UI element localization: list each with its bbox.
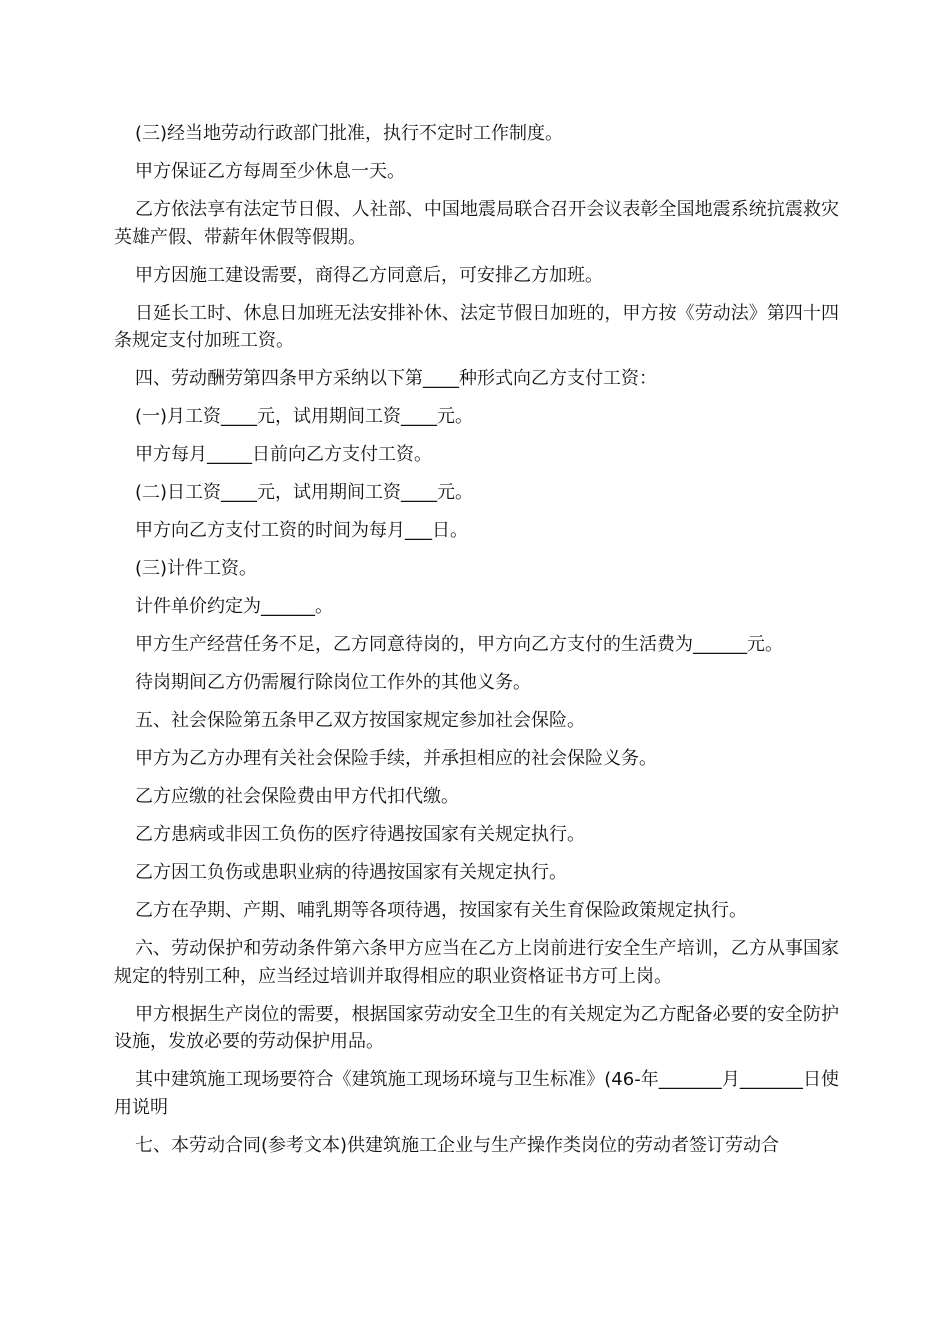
paragraph-site-standard: 其中建筑施工现场要符合《建筑施工现场环境与卫生标准》(46-年_______月_______日使用说明 — [114, 1069, 839, 1118]
paragraph-insurance-withholding: 乙方应缴的社会保险费由甲方代扣代缴。 — [135, 786, 459, 807]
paragraph-daily-pay-time: 甲方向乙方支付工资的时间为每月___日。 — [135, 520, 468, 541]
paragraph-holidays: 乙方依法享有法定节日假、人社部、中国地震局联合召开会议表彰全国地震系统抗震救灾英雄产假、带薪年休假等假期。 — [114, 199, 839, 248]
section-heading-labor-protection: 六、劳动保护和劳动条件第六条甲方应当在乙方上岗前进行安全生产培训，乙方从事国家规定的特别工种，应当经过培训并取得相应的职业资格证书方可上岗。 — [114, 938, 839, 987]
paragraph-illness-treatment: 乙方患病或非因工负伤的医疗待遇按国家有关规定执行。 — [135, 824, 585, 845]
section-heading-remuneration: 四、劳动酬劳第四条甲方采纳以下第____种形式向乙方支付工资： — [135, 368, 657, 389]
document-body — [114, 120, 839, 1170]
paragraph-work-injury: 乙方因工负伤或患职业病的待遇按国家有关规定执行。 — [135, 862, 567, 883]
paragraph-insurance-procedures: 甲方为乙方办理有关社会保险手续，并承担相应的社会保险义务。 — [135, 748, 657, 769]
section-heading-social-insurance: 五、社会保险第五条甲乙双方按国家规定参加社会保险。 — [135, 710, 585, 731]
paragraph-standby-duties: 待岗期间乙方仍需履行除岗位工作外的其他义务。 — [135, 672, 531, 693]
paragraph-weekly-rest: 甲方保证乙方每周至少休息一天。 — [135, 161, 405, 182]
paragraph-piece-wage: (三)计件工资。 — [135, 558, 258, 579]
paragraph-overtime-arrangement: 甲方因施工建设需要，商得乙方同意后，可安排乙方加班。 — [135, 264, 603, 286]
paragraph-monthly-pay-day: 甲方每月_____日前向乙方支付工资。 — [135, 444, 432, 465]
paragraph-daily-wage: (二)日工资____元，试用期间工资____元。 — [135, 482, 474, 503]
paragraph-work-hours-irregular: (三)经当地劳动行政部门批准，执行不定时工作制度。 — [135, 123, 564, 144]
paragraph-piece-unit-price: 计件单价约定为______。 — [135, 596, 333, 617]
paragraph-monthly-wage: (一)月工资____元，试用期间工资____元。 — [135, 406, 474, 427]
paragraph-maternity: 乙方在孕期、产期、哺乳期等各项待遇，按国家有关生育保险政策规定执行。 — [135, 900, 747, 921]
paragraph-protective-equipment: 甲方根据生产岗位的需要，根据国家劳动安全卫生的有关规定为乙方配备必要的安全防护设施，发放必要的劳动保护用品。 — [114, 1003, 839, 1052]
paragraph-overtime-pay: 日延长工时、休息日加班无法安排补休、法定节假日加班的，甲方按《劳动法》第四十四条规定支付加班工资。 — [114, 302, 839, 351]
paragraph-standby-allowance: 甲方生产经营任务不足，乙方同意待岗的，甲方向乙方支付的生活费为______元。 — [135, 634, 783, 655]
section-heading-usage-notes: 七、本劳动合同(参考文本)供建筑施工企业与生产操作类岗位的劳动者签订劳动合 — [135, 1134, 780, 1156]
